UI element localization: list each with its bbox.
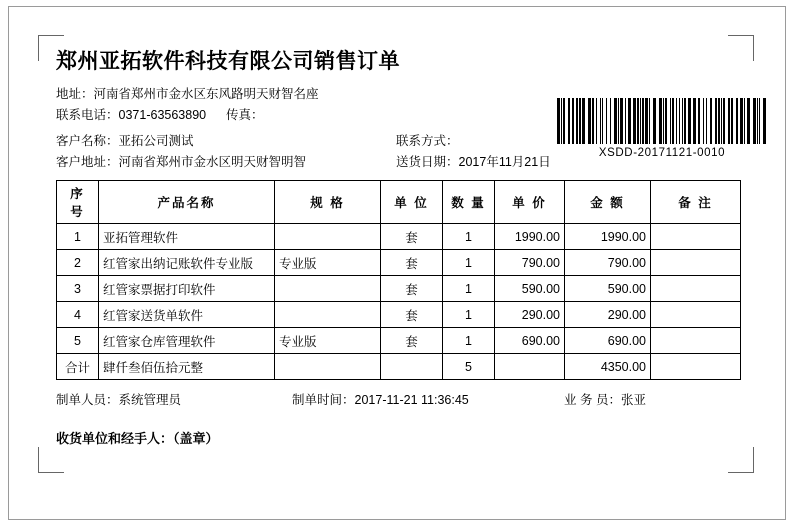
- cell-name: 红管家仓库管理软件: [99, 328, 275, 354]
- cell-note: [651, 328, 741, 354]
- total-capital-amount: 肆仟叁佰伍拾元整: [99, 354, 275, 380]
- cell-price: 1990.00: [495, 224, 565, 250]
- cell-spec: [275, 224, 381, 250]
- cell-amount: 790.00: [565, 250, 651, 276]
- cell-price: 690.00: [495, 328, 565, 354]
- footer-row: [56, 390, 740, 412]
- phone-value: 0371-63563890: [118, 108, 207, 123]
- maker-group: [56, 390, 181, 410]
- total-spec: [275, 354, 381, 380]
- cell-qty: 1: [443, 250, 495, 276]
- cell-no: 4: [57, 302, 99, 328]
- total-price: [495, 354, 565, 380]
- crop-mark-bottom-right: [728, 447, 754, 473]
- cell-spec: 专业版: [275, 328, 381, 354]
- cell-no: 5: [57, 328, 99, 354]
- cell-price: 290.00: [495, 302, 565, 328]
- time-group: [292, 390, 469, 410]
- total-unit: [381, 354, 443, 380]
- table-row: [57, 250, 741, 276]
- page-title: 郑州亚拓软件科技有限公司销售订单: [56, 49, 400, 73]
- cell-name: 红管家送货单软件: [99, 302, 275, 328]
- th-no: 序 号: [57, 181, 99, 224]
- fax-label: 传真：: [226, 108, 264, 123]
- receiver-signature-line: 收货单位和经手人：（盖章）: [56, 431, 219, 447]
- delivery-date-group: [396, 152, 551, 172]
- th-unit: 单 位: [381, 181, 443, 224]
- table-total-row: [57, 354, 741, 380]
- customer-address-row: [56, 152, 740, 172]
- cell-note: [651, 250, 741, 276]
- total-qty: 5: [443, 354, 495, 380]
- th-amount: 金 额: [565, 181, 651, 224]
- cell-price: 590.00: [495, 276, 565, 302]
- customer-name-row: [56, 131, 740, 151]
- cell-no: 2: [57, 250, 99, 276]
- table-row: [57, 328, 741, 354]
- cell-amount: 1990.00: [565, 224, 651, 250]
- contact-label: 联系方式：: [396, 134, 459, 149]
- table-row: [57, 224, 741, 250]
- cell-amount: 290.00: [565, 302, 651, 328]
- address-value: 河南省郑州市金水区东风路明天财智名座: [93, 87, 319, 102]
- cell-no: 1: [57, 224, 99, 250]
- th-note: 备 注: [651, 181, 741, 224]
- sales-value: 张亚: [620, 393, 646, 408]
- maker-label: 制单人员：: [56, 393, 119, 408]
- table-row: [57, 276, 741, 302]
- customer-address-value: 河南省郑州市金水区明天财智明智: [118, 155, 307, 170]
- contact-group: [396, 131, 459, 151]
- crop-mark-bottom-left: [38, 447, 64, 473]
- cell-qty: 1: [443, 224, 495, 250]
- cell-unit: 套: [381, 302, 443, 328]
- order-items-table: [56, 180, 741, 380]
- th-price: 单 价: [495, 181, 565, 224]
- cell-amount: 590.00: [565, 276, 651, 302]
- cell-name: 红管家出纳记账软件专业版: [99, 250, 275, 276]
- total-note: [651, 354, 741, 380]
- cell-no: 3: [57, 276, 99, 302]
- document-content: [56, 48, 740, 447]
- cell-qty: 1: [443, 302, 495, 328]
- th-spec: 规 格: [275, 181, 381, 224]
- table-header-row: [57, 181, 741, 224]
- maker-value: 系统管理员: [118, 393, 182, 408]
- cell-amount: 690.00: [565, 328, 651, 354]
- cell-qty: 1: [443, 328, 495, 354]
- total-label: 合计: [57, 354, 99, 380]
- customer-name-label: 客户名称：: [56, 134, 119, 149]
- customer-address-label: 客户地址：: [56, 155, 119, 170]
- th-qty: 数 量: [443, 181, 495, 224]
- sales-group: [564, 390, 646, 410]
- time-label: 制单时间：: [292, 393, 355, 408]
- time-value: 2017-11-21 11:36:45: [354, 393, 469, 408]
- cell-spec: 专业版: [275, 250, 381, 276]
- total-amount: 4350.00: [565, 354, 651, 380]
- delivery-date-value: 2017年11月21日: [458, 155, 551, 170]
- cell-unit: 套: [381, 250, 443, 276]
- barcode-number: XSDD-20171121-0010: [598, 147, 726, 159]
- address-row: [56, 84, 740, 104]
- customer-name-value: 亚拓公司测试: [118, 134, 194, 149]
- cell-unit: 套: [381, 328, 443, 354]
- sales-label: 业 务 员：: [564, 393, 621, 408]
- cell-spec: [275, 302, 381, 328]
- phone-row: [56, 105, 740, 125]
- cell-note: [651, 276, 741, 302]
- cell-note: [651, 302, 741, 328]
- delivery-date-label: 送货日期：: [396, 155, 459, 170]
- cell-qty: 1: [443, 276, 495, 302]
- cell-note: [651, 224, 741, 250]
- cell-unit: 套: [381, 276, 443, 302]
- phone-label: 联系电话：: [56, 108, 119, 123]
- cell-unit: 套: [381, 224, 443, 250]
- th-name: 产品名称: [99, 181, 275, 224]
- address-label: 地址：: [56, 87, 94, 102]
- fax-group: [226, 105, 264, 125]
- cell-price: 790.00: [495, 250, 565, 276]
- table-row: [57, 302, 741, 328]
- cell-spec: [275, 276, 381, 302]
- cell-name: 亚拓管理软件: [99, 224, 275, 250]
- cell-name: 红管家票据打印软件: [99, 276, 275, 302]
